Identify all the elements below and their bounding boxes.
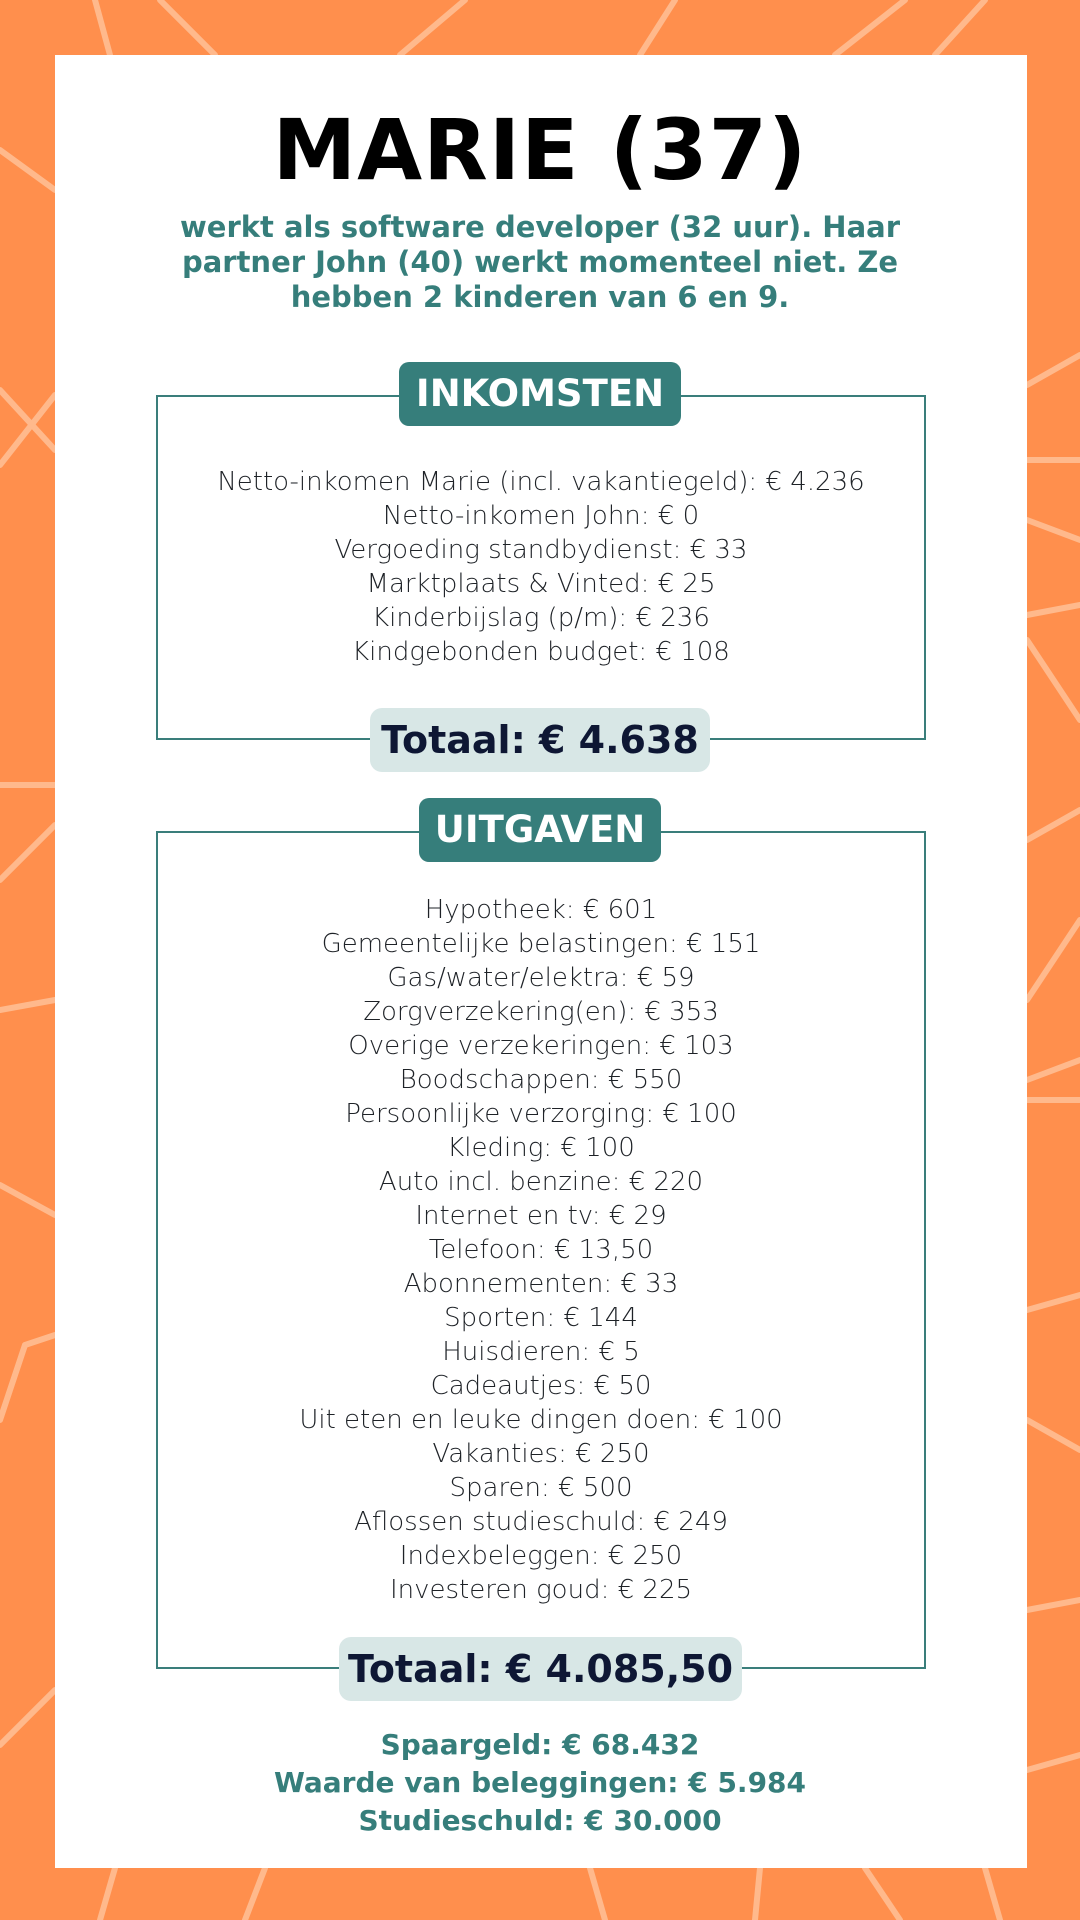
- list-item: Internet en tv: € 29: [415, 1201, 667, 1231]
- list-item: Netto-inkomen Marie (incl. vakantiegeld): € 4.236: [217, 467, 865, 497]
- list-item: Hypotheek: € 601: [424, 895, 658, 925]
- list-item: Kinderbijslag (p/m): € 236: [372, 603, 710, 633]
- list-item: Telefoon: € 13,50: [428, 1235, 654, 1265]
- list-item: Investeren goud: € 225: [389, 1575, 693, 1605]
- list-item: Indexbeleggen: € 250: [399, 1541, 683, 1571]
- list-item: Aflossen studieschuld: € 249: [354, 1507, 728, 1537]
- list-item: Zorgverzekering(en): € 353: [363, 997, 719, 1027]
- list-item: Gemeentelijke belastingen: € 151: [321, 929, 761, 959]
- list-item: Overige verzekeringen: € 103: [348, 1031, 734, 1061]
- income-heading: INKOMSTEN: [399, 362, 681, 426]
- financial-summary: [0, 1726, 1080, 1840]
- list-item: Marktplaats & Vinted: € 25: [366, 569, 716, 599]
- list-item: Huisdieren: € 5: [442, 1337, 640, 1367]
- list-item: Boodschappen: € 550: [399, 1065, 683, 1095]
- list-item: Sparen: € 500: [449, 1473, 633, 1503]
- list-item: Abonnementen: € 33: [403, 1269, 679, 1299]
- income-total: Totaal: € 4.638: [370, 708, 710, 772]
- page-subtitle: werkt als software developer (32 uur). Haar partner John (40) werkt momenteel niet. Ze hebben 2 kinderen van 6 en 9.: [179, 210, 901, 314]
- page-title: MARIE (37): [272, 101, 808, 199]
- student-debt-line: Studieschuld: € 30.000: [358, 1804, 722, 1837]
- savings-line: Spaargeld: € 68.432: [380, 1728, 700, 1761]
- income-list: [156, 465, 926, 669]
- expenses-heading: UITGAVEN: [419, 798, 661, 862]
- list-item: Cadeautjes: € 50: [430, 1371, 652, 1401]
- investments-line: Waarde van beleggingen: € 5.984: [273, 1766, 807, 1799]
- list-item: Persoonlijke verzorging: € 100: [345, 1099, 737, 1129]
- list-item: Vergoeding standbydienst: € 33: [334, 535, 748, 565]
- list-item: Gas/water/elektra: € 59: [387, 963, 695, 993]
- list-item: Vakanties: € 250: [432, 1439, 650, 1469]
- list-item: Kleding: € 100: [447, 1133, 635, 1163]
- list-item: Sporten: € 144: [444, 1303, 638, 1333]
- expenses-total: Totaal: € 4.085,50: [339, 1637, 742, 1701]
- list-item: Netto-inkomen John: € 0: [382, 501, 700, 531]
- expenses-list: [156, 893, 926, 1607]
- list-item: Kindgebonden budget: € 108: [352, 637, 730, 667]
- list-item: Uit eten en leuke dingen doen: € 100: [299, 1405, 783, 1435]
- list-item: Auto incl. benzine: € 220: [378, 1167, 704, 1197]
